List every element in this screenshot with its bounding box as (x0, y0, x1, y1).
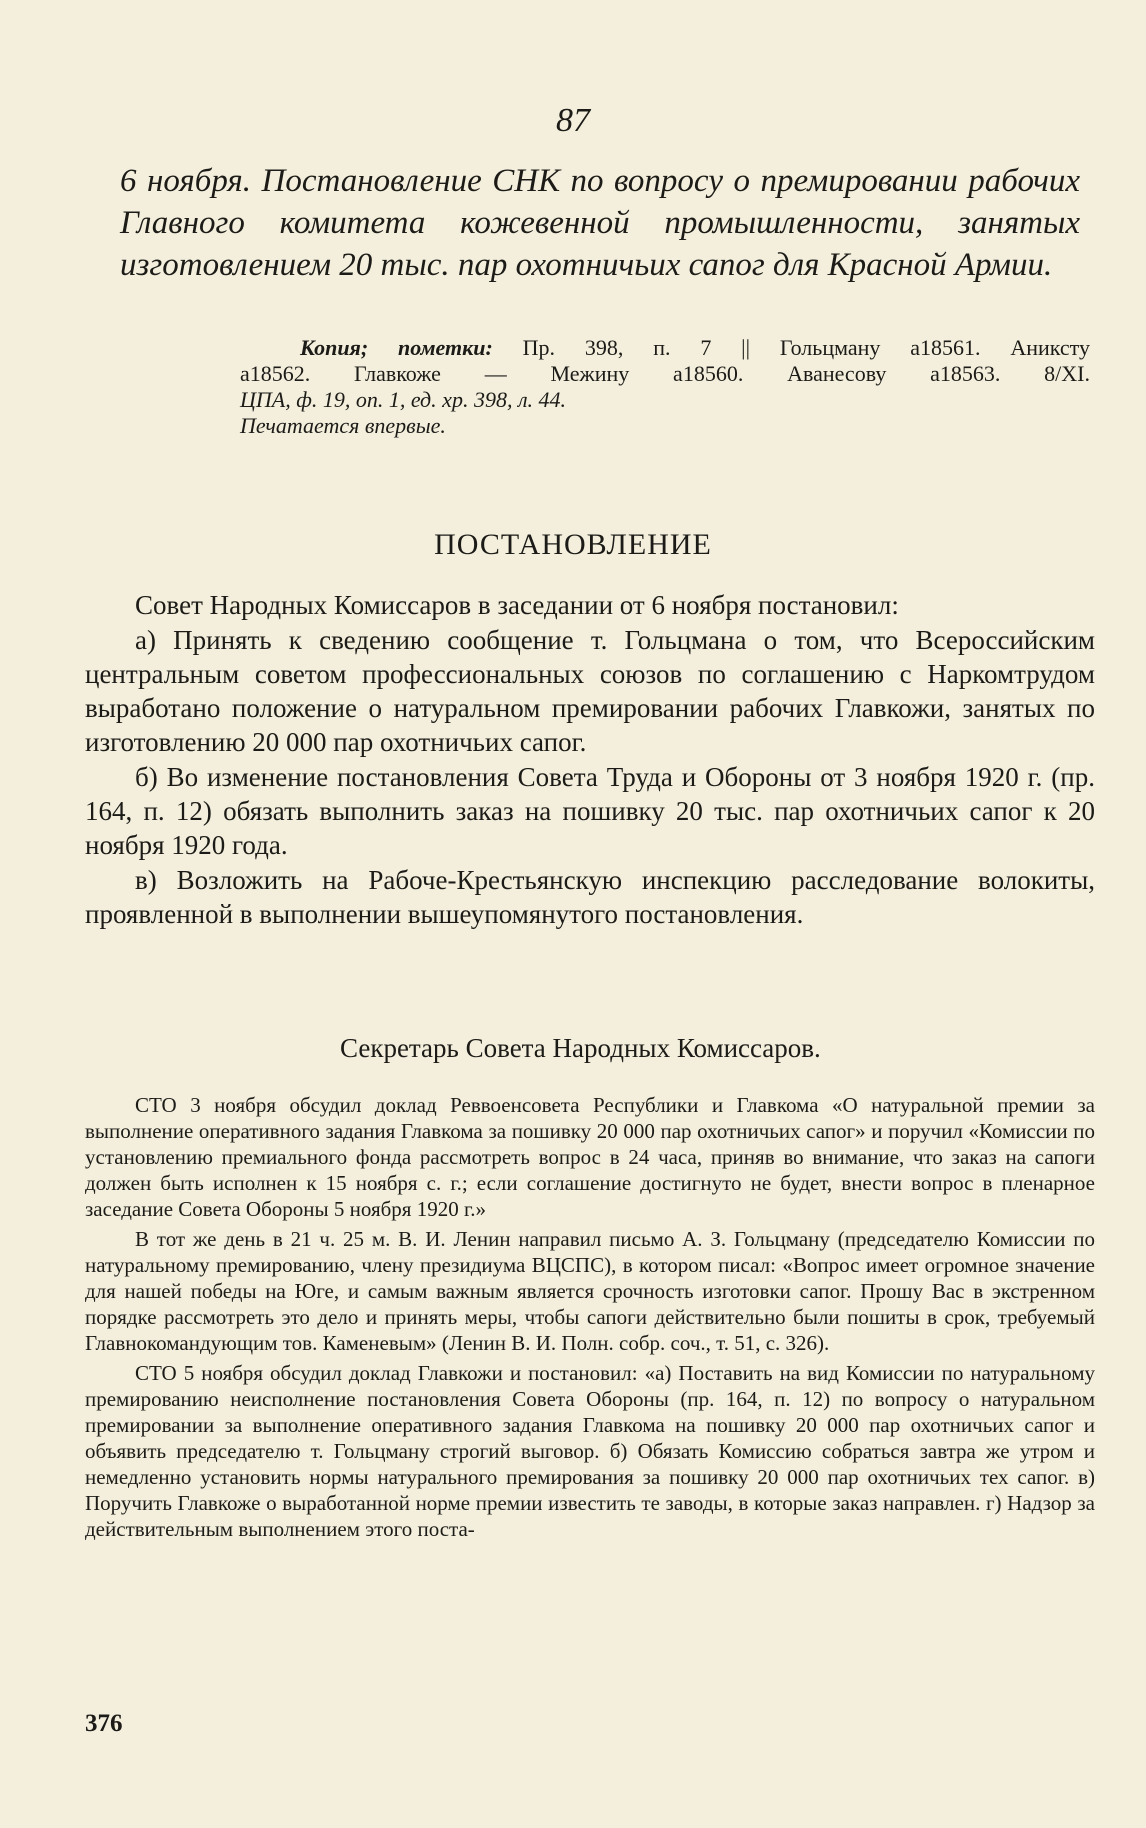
resolution-heading: ПОСТАНОВЛЕНИЕ (434, 528, 712, 561)
archive-line-3: ЦПА, ф. 19, оп. 1, ед. хр. 398, л. 44. (240, 387, 567, 412)
resolution-paragraph: а) Принять к сведению сообщение т. Гольцмана о том, что Всероссийским центральным советом профессиональных союзов по соглашению с Наркомтрудом выработано положение о натуральном премировании рабочих Главкожи, занятых по изготовлению 20 000 пар охотничьих сапог. (85, 625, 1095, 757)
note-paragraph: СТО 5 ноября обсудил доклад Главкожи и постановил: «а) Поставить на вид Комиссии по натуральному премированию неисполнение постановления Совета Обороны (пр. 164, п. 12) по вопросу о натуральном премировании за выполнение оперативного задания Главкома на пошивку 20 000 пар охотничьих сапог и объявить председателю т. Гольцману строгий выговор. б) Обязать Комиссию собраться завтра же утром и немедленно установить нормы натурального премирования за пошивку 20 000 пар охотничьих тех сапог. в) Поручить Главкоже о выработанной норме премии известить те заводы, в которые заказ направлен. г) Надзор за действительным выполнением этого поста- (85, 1361, 1095, 1541)
note-paragraph: В тот же день в 21 ч. 25 м. В. И. Ленин направил письмо А. З. Гольцману (председателю Комиссии по натуральному премированию, члену президиума ВЦСПС), в котором писал: «Вопрос имеет огромное значение для нашей победы на Юге, и самым важным является срочность изготовки сапог. Прошу Вас в экстренном порядке рассмотреть это дело и принять меры, чтобы сапоги действительно были пошиты в срок, требуемый Главнокомандующим тов. Каменевым» (Ленин В. И. Полн. собр. соч., т. 51, с. 326). (85, 1227, 1095, 1355)
document-title: 6 ноября. Постановление СНК по вопросу о премировании рабочих Главного комитета кожевенной промышленности, занятых изготовлением 20 тыс. пар охотничьих сапог для Красной Армии. (120, 163, 1080, 283)
resolution-paragraph: Совет Народных Комиссаров в заседании от 6 ноября постановил: (135, 590, 899, 620)
archive-copy-label: Копия; пометки: (300, 335, 493, 360)
archive-line-1 (120, 335, 1090, 361)
editorial-notes (85, 1092, 1095, 1546)
resolution-paragraph: в) Возложить на Рабоче-Крестьянскую инспекцию расследование волокиты, проявленной в выполнении вышеупомянутого постановления. (85, 865, 1095, 929)
document-number: 87 (556, 102, 590, 139)
archive-marks: Пр. 398, п. 7 || Гольцману а18561. Аниксту (522, 335, 1091, 360)
resolution-paragraph: б) Во изменение постановления Совета Труда и Обороны от 3 ноября 1920 г. (пр. 164, п. 12) обязать выполнить заказ на пошивку 20 тыс. пар охотничьих сапог к 20 ноября 1920 года. (85, 762, 1095, 860)
resolution-body (85, 588, 1095, 931)
page-number: 376 (85, 1710, 123, 1737)
note-paragraph: СТО 3 ноября обсудил доклад Реввоенсовета Республики и Главкома «О натуральной премии за выполнение оперативного задания Главкома за пошивку 20 000 пар охотничьих сапог» и поручил «Комиссии по установлению премиального фонда рассмотреть вопрос в 24 часа, приняв во внимание, что заказ на сапоги должен быть исполнен к 15 ноября с. г.; если соглашение достигнуто не будет, внести вопрос в пленарное заседание Совета Обороны 5 ноября 1920 г.» (85, 1093, 1095, 1221)
archive-line-2: а18562. Главкоже — Межину а18560. Аванесову а18563. 8/XI. (240, 361, 1090, 386)
archive-reference (120, 335, 1090, 439)
signature: Секретарь Совета Народных Комиссаров. (340, 1033, 821, 1063)
archive-line-4: Печатается впервые. (240, 413, 446, 438)
